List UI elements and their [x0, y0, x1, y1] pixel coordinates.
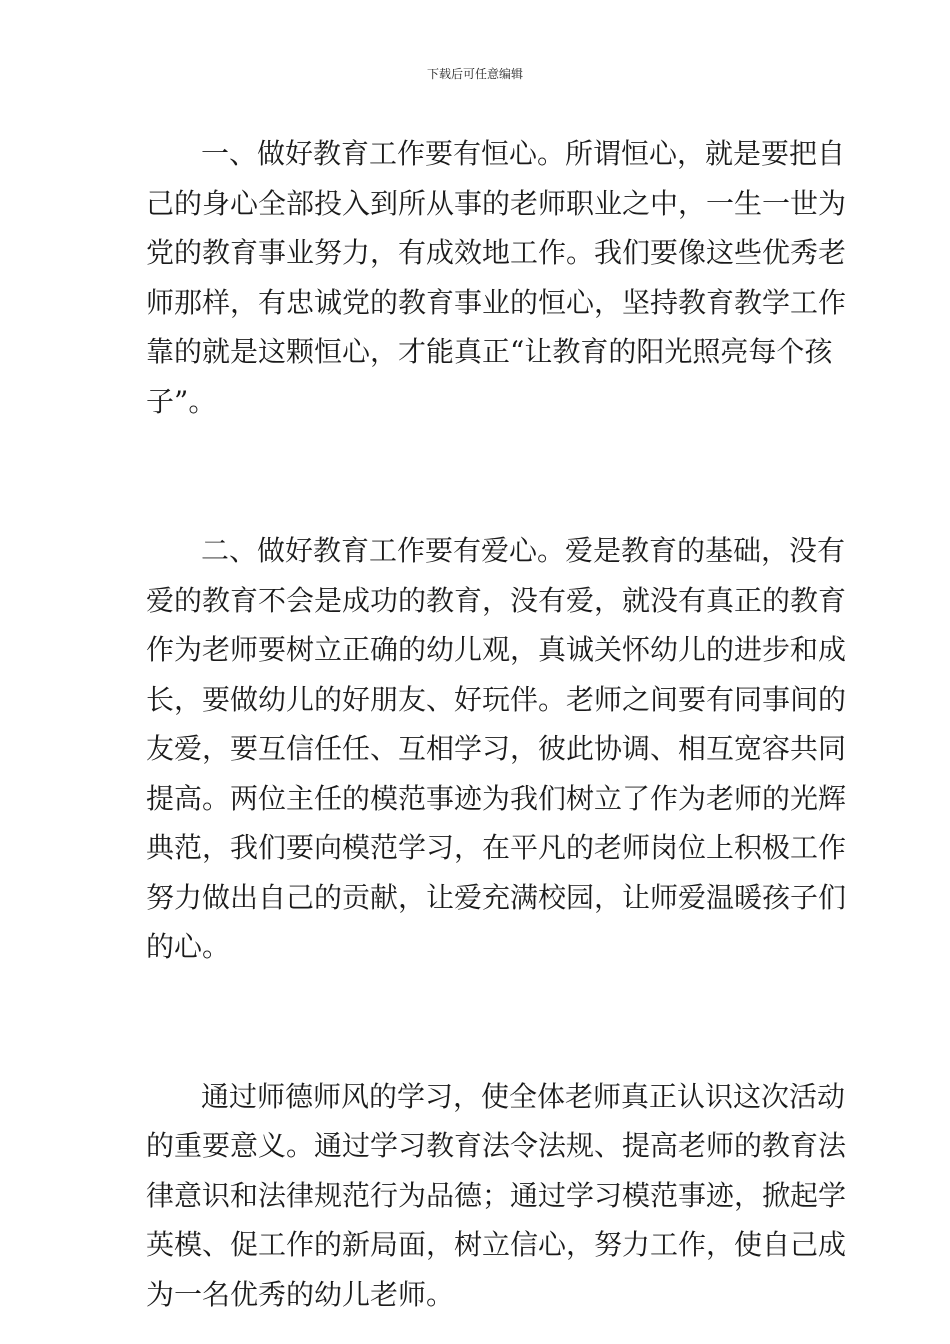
- paragraph-line: 提高。两位主任的模范事迹为我们树立了作为老师的光辉: [146, 781, 847, 815]
- paragraph-line: 二、做好教育工作要有爱心。爱是教育的基础，没有: [201, 534, 846, 567]
- paragraph-line: 一、做好教育工作要有恒心。所谓恒心，就是要把自: [201, 137, 846, 170]
- paragraph-perseverance: [0, 129, 950, 426]
- paragraph-line: 长，要做幼儿的好朋友、好玩伴。老师之间要有同事间的: [146, 682, 847, 716]
- paragraph-spacer: [0, 426, 950, 476]
- paragraph-line: 努力做出自己的贡献，让爱充满校园，让师爱温暖孩子们: [146, 880, 847, 914]
- paragraph-line: 的心。: [146, 930, 231, 963]
- paragraph-line: 英模、促工作的新局面，树立信心，努力工作，使自己成: [146, 1228, 847, 1261]
- paragraph-line: 友爱，要互信任任、互相学习，彼此协调、相互宽容共同: [146, 732, 847, 765]
- paragraph-line: 为一名优秀的幼儿老师。: [146, 1277, 455, 1311]
- paragraph-line: 律意识和法律规范行为品德；通过学习模范事迹，掀起学: [146, 1178, 847, 1212]
- page-header: 下载后可任意编辑: [426, 67, 523, 81]
- paragraph-line: 爱的教育不会是成功的教育，没有爱，就没有真正的教育: [146, 583, 847, 617]
- paragraph-line: 作为老师要树立正确的幼儿观，真诚关怀幼儿的进步和成: [146, 633, 847, 666]
- paragraph-line: 子”。: [146, 384, 217, 418]
- paragraph-line: 己的身心全部投入到所从事的老师职业之中，一生一世为: [146, 186, 847, 220]
- paragraph-line: 党的教育事业努力，有成效地工作。我们要像这些优秀老: [146, 236, 847, 269]
- paragraph-conclusion: [0, 1072, 950, 1320]
- paragraph-line: 通过师德师风的学习，使全体老师真正认识这次活动: [201, 1079, 846, 1113]
- document-body: [0, 129, 950, 1319]
- paragraph-line: 的重要意义。通过学习教育法令法规、提高老师的教育法: [146, 1129, 847, 1162]
- paragraph-spacer: [0, 476, 950, 526]
- paragraph-spacer: [0, 1022, 950, 1072]
- paragraph-line: 师那样，有忠诚党的教育事业的恒心，坚持教育教学工作: [146, 285, 847, 319]
- paragraph-line: 靠的就是这颗恒心，才能真正“让教育的阳光照亮每个孩: [146, 335, 833, 368]
- paragraph-line: 典范，我们要向模范学习，在平凡的老师岗位上积极工作: [146, 831, 847, 864]
- paragraph-spacer: [0, 972, 950, 1022]
- paragraph-love: [0, 526, 950, 972]
